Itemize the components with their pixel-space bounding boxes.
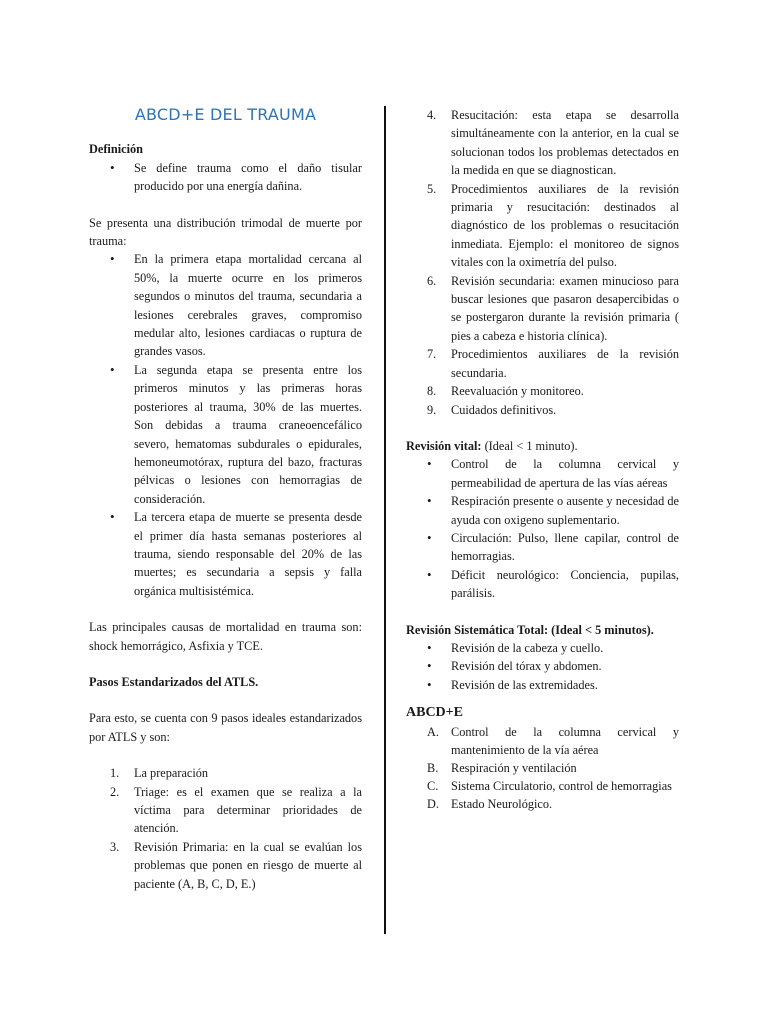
- list-marker: B.: [427, 760, 439, 775]
- list-item: • Circulación: Pulso, llene capilar, control de hemorragias.: [451, 529, 679, 566]
- revision-vital-heading-line: [406, 437, 679, 455]
- list-marker: D.: [427, 796, 439, 811]
- document-title: ABCD+E DEL TRAUMA: [134, 105, 317, 124]
- list-item: [427, 272, 679, 346]
- pasos-heading: Pasos Estandarizados del ATLS.: [89, 674, 259, 689]
- left-column: [89, 100, 362, 893]
- list-item: [427, 401, 679, 419]
- list-text: Procedimientos auxiliares de la revisión secundaria.: [451, 347, 679, 380]
- list-item: • La tercera etapa de muerte se presenta desde el primer día hasta semanas posteriores al trauma, siendo responsable del 20% de las muertes; es secundaria a sepsis y falla orgánica multisistémica.: [134, 508, 362, 600]
- list-marker: 8.: [427, 384, 437, 399]
- revision-sistematica-list: [406, 639, 679, 694]
- revision-vital-note: (Ideal < 1 minuto).: [481, 438, 578, 453]
- list-marker: 3.: [110, 839, 120, 854]
- list-text: Respiración y ventilación: [451, 760, 577, 775]
- list-item: • La segunda etapa se presenta entre los primeros minutos y las primeras horas posteriores al trauma, 30% de las muertes. Son debidas a trauma craneoencefálico severo, hematomas subdurales o epidurales, hemoneumotórax, ruptura del bazo, fracturas pélvicas o lesiones con hemorragias de consideración.: [134, 361, 362, 508]
- list-marker: A.: [427, 724, 439, 739]
- list-item: [427, 345, 679, 382]
- list-text: Estado Neurológico.: [451, 796, 553, 811]
- list-item: [427, 106, 679, 180]
- list-item: [110, 783, 362, 838]
- list-text: Procedimientos auxiliares de la revisión primaria y resucitación: destinados al diagnóstico de los problemas o resucitación inmediata. Ejemplo: el monitoreo de signos vitales con la oximetría del pulso.: [451, 181, 679, 270]
- list-marker: C.: [427, 778, 439, 793]
- column-divider: [384, 106, 386, 934]
- distribucion-list: [89, 250, 362, 600]
- revision-vital-list: [406, 455, 679, 602]
- abcde-list: [406, 723, 679, 813]
- causas-paragraph: Las principales causas de mortalidad en trauma son: shock hemorrágico, Asfixia y TCE.: [89, 620, 362, 653]
- pasos-intro: Para esto, se cuenta con 9 pasos ideales estandarizados por ATLS y son:: [89, 711, 362, 744]
- list-item: [427, 382, 679, 400]
- list-item: • Control de la columna cervical y permeabilidad de apertura de las vías aéreas: [451, 455, 679, 492]
- list-item: [427, 777, 679, 795]
- list-marker: 7.: [427, 347, 437, 362]
- list-item: • En la primera etapa mortalidad cercana al 50%, la muerte ocurre en los primeros segundos o minutos del trauma, secundaria a lesiones cerebrales graves, compromiso medular alto, lesiones cardiacas o ruptura de grandes vasos.: [134, 250, 362, 360]
- list-marker: 2.: [110, 784, 120, 799]
- list-text: Sistema Circulatorio, control de hemorragias: [451, 778, 672, 793]
- list-text: Revisión secundaria: examen minucioso para buscar lesiones que pasaron desapercibidas o se postergaron durante la revisión primaria ( pies a cabeza e historia clínica).: [451, 273, 679, 343]
- list-marker: 1.: [110, 766, 120, 781]
- list-text: La preparación: [134, 766, 209, 781]
- list-text: Control de la columna cervical y mantenimiento de la vía aérea: [451, 724, 679, 757]
- list-text: Reevaluación y monitoreo.: [451, 384, 584, 399]
- list-item: • Se define trauma como el daño tisular producido por una energía dañina.: [134, 159, 362, 196]
- list-item: [110, 764, 362, 782]
- abcde-heading: ABCD+E: [406, 705, 463, 721]
- list-item: [427, 759, 679, 777]
- list-item: [427, 795, 679, 813]
- list-marker: 4.: [427, 108, 437, 122]
- list-text: Cuidados definitivos.: [451, 402, 557, 417]
- pasos-list-part2: [406, 106, 679, 419]
- pasos-list-part1: [89, 764, 362, 893]
- list-text: Triage: es el examen que se realiza a la víctima para determinar prioridades de atención.: [134, 784, 362, 836]
- distribucion-intro: Se presenta una distribución trimodal de muerte por trauma:: [89, 215, 362, 249]
- definicion-list: [89, 159, 362, 196]
- revision-vital-heading: Revisión vital:: [406, 438, 482, 453]
- list-marker: 6.: [427, 273, 437, 288]
- list-item: • Revisión del tórax y abdomen.: [451, 657, 679, 675]
- right-column: [406, 106, 679, 813]
- list-item: [427, 723, 679, 759]
- list-item: [427, 180, 679, 272]
- list-item: • Respiración presente o ausente y necesidad de ayuda con oxigeno suplementario.: [451, 492, 679, 529]
- list-text: Resucitación: esta etapa se desarrolla simultáneamente con la anterior, en la cual se solucionan todos los problemas detectados en la medida en que se diagnostican.: [451, 108, 679, 178]
- list-text: Revisión Primaria: en la cual se evalúan los problemas que ponen en riesgo de muerte al paciente (A, B, C, D, E.): [134, 839, 362, 891]
- list-item: • Revisión de las extremidades.: [451, 676, 679, 694]
- definicion-heading: Definición: [89, 142, 143, 157]
- revision-sistematica-heading: Revisión Sistemática Total: (Ideal < 5 minutos).: [406, 622, 654, 637]
- list-item: • Revisión de la cabeza y cuello.: [451, 639, 679, 657]
- list-item: [110, 838, 362, 893]
- list-item: • Déficit neurológico: Conciencia, pupilas, parálisis.: [451, 566, 679, 603]
- list-marker: 9.: [427, 402, 437, 417]
- list-marker: 5.: [427, 181, 437, 196]
